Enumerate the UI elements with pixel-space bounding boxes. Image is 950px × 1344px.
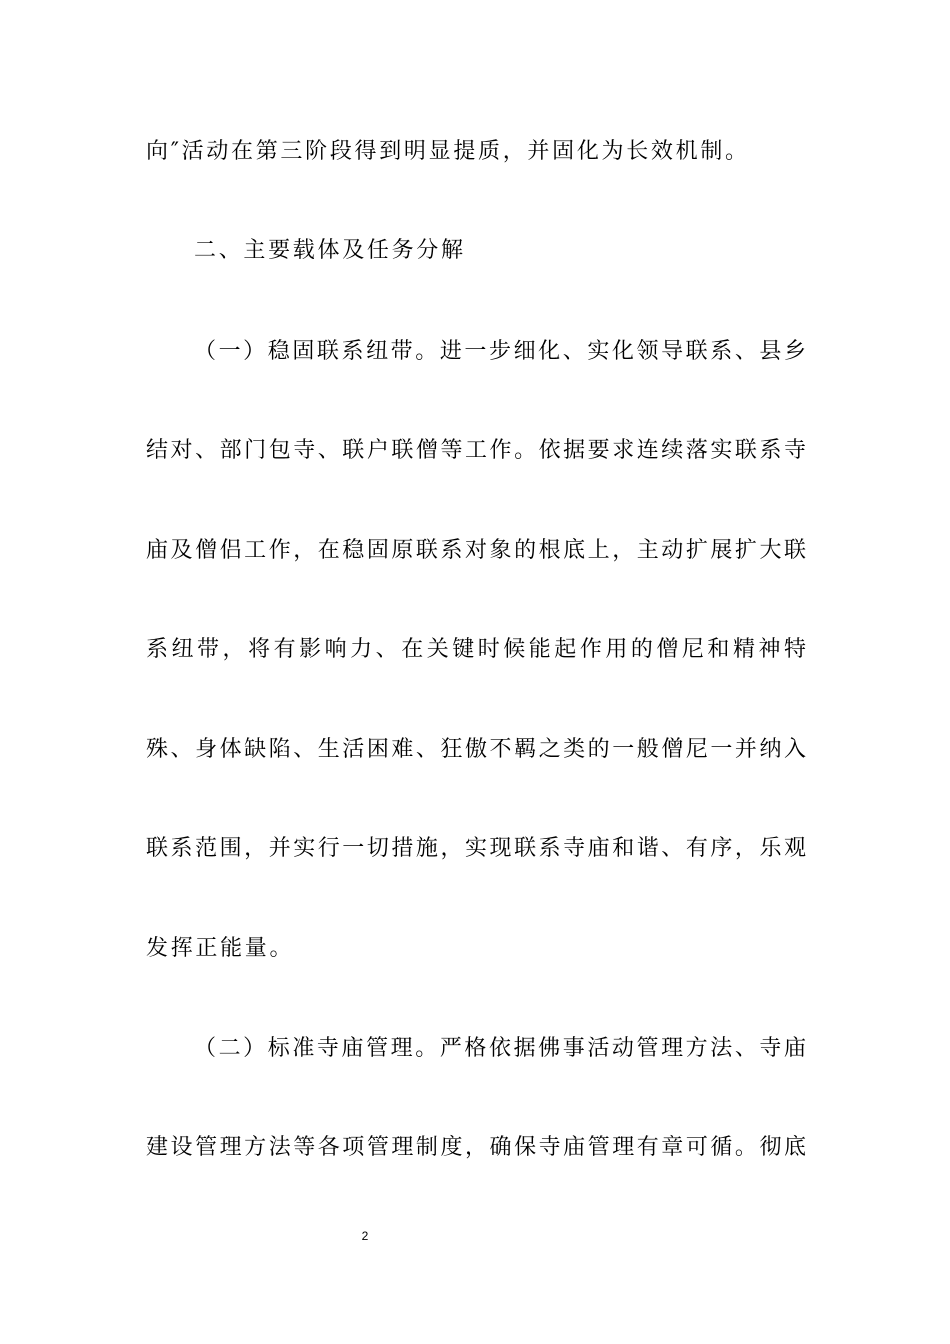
page-number: 2 [361,1229,369,1243]
paragraph-1-line-3: 庙及僧侣工作，在稳固原联系对象的根底上，主动扩展扩大联 [146,538,806,563]
paragraph-2-line-2: 建设管理方法等各项管理制度，确保寺庙管理有章可循。彻底 [146,1135,806,1160]
paragraph-2-line-1: （二）标准寺庙管理。严格依据佛事活动管理方法、寺庙 [194,1036,806,1061]
text-line-1: 向″活动在第三阶段得到明显提质，并固化为长效机制。 [146,139,750,164]
paragraph-1-line-6: 联系范围，并实行一切措施，实现联系寺庙和谐、有序，乐观 [146,836,806,861]
paragraph-1-line-5: 殊、身体缺陷、生活困难、狂傲不羁之类的一般僧尼一并纳入 [146,737,806,762]
paragraph-1-line-7: 发挥正能量。 [146,936,295,961]
paragraph-1-line-4: 系纽带，将有影响力、在关键时候能起作用的僧尼和精神特 [146,637,806,662]
paragraph-1-line-1: （一）稳固联系纽带。进一步细化、实化领导联系、县乡 [194,339,806,364]
paragraph-1-line-2: 结对、部门包寺、联户联僧等工作。依据要求连续落实联系寺 [146,438,806,463]
section-heading: 二、主要载体及任务分解 [194,238,466,263]
